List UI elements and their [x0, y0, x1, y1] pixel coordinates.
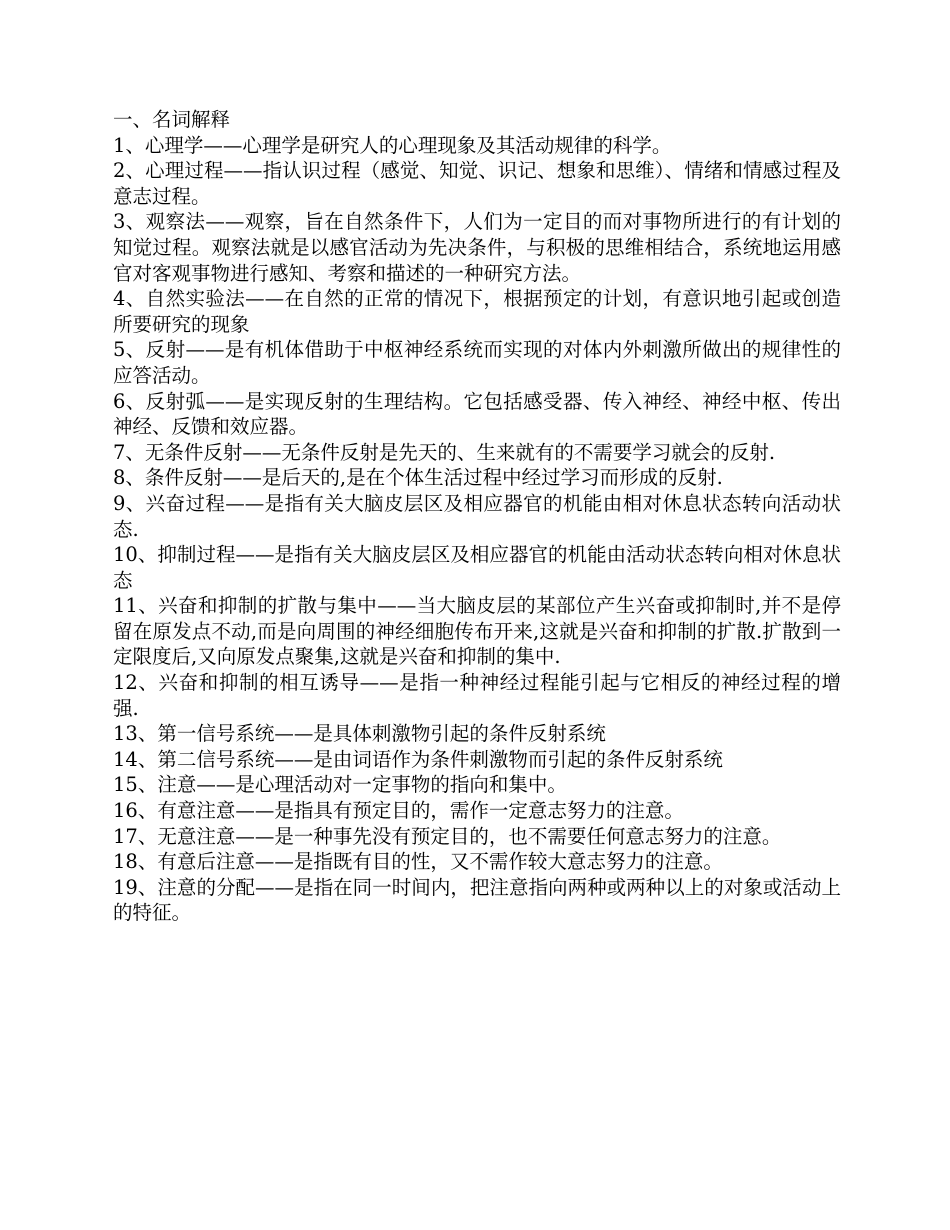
term-entry-1: 1、心理学——心理学是研究人的心理现象及其活动规律的科学。 [113, 133, 672, 157]
term-entry-15: 15、注意——是心理活动对一定事物的指向和集中。 [113, 773, 567, 797]
term-entry-13: 13、第一信号系统——是具体刺激物引起的条件反射系统 [113, 722, 606, 746]
term-entry-10: 10、抑制过程——是指有关大脑皮层区及相应器官的机能由活动状态转向相对休息状态 [113, 543, 841, 592]
term-entry-5: 5、反射——是有机体借助于中枢神经系统而实现的对体内外刺激所做出的规律性的应答活动。 [113, 338, 841, 387]
term-entry-6: 6、反射弧——是实现反射的生理结构。它包括感受器、传入神经、神经中枢、传出神经、反馈和效应器。 [113, 389, 841, 439]
term-entry-9: 9、兴奋过程——是指有关大脑皮层区及相应器官的机能由相对休息状态转向活动状态. [113, 491, 841, 541]
term-entry-7: 7、无条件反射——无条件反射是先天的、生来就有的不需要学习就会的反射. [113, 440, 776, 464]
term-entry-16: 16、有意注意——是指具有预定目的，需作一定意志努力的注意。 [113, 799, 684, 823]
term-entry-2: 2、心理过程——指认识过程（感觉、知觉、识记、想象和思维）、情绪和情感过程及意志过程。 [113, 159, 841, 208]
section-heading: 一、名词解释 [113, 108, 231, 131]
term-entry-18: 18、有意后注意——是指既有目的性，又不需作较大意志努力的注意。 [113, 850, 723, 874]
term-entry-17: 17、无意注意——是一种事先没有预定目的，也不需要任何意志努力的注意。 [113, 824, 782, 848]
term-entry-11: 11、兴奋和抑制的扩散与集中——当大脑皮层的某部位产生兴奋或抑制时,并不是停留在原发点不动,而是向周围的神经细胞传布开来,这就是兴奋和抑制的扩散.扩散到一定限度后,又向原发点聚集,这就是兴奋和抑制的集中. [113, 594, 841, 669]
term-entry-4: 4、自然实验法——在自然的正常的情况下，根据预定的计划，有意识地引起或创造所要研究的现象 [113, 287, 841, 336]
term-entry-12: 12、兴奋和抑制的相互诱导——是指一种神经过程能引起与它相反的神经过程的增强. [113, 671, 841, 720]
document-body [113, 107, 841, 926]
term-entry-3: 3、观察法——观察，旨在自然条件下，人们为一定目的而对事物所进行的有计划的知觉过程。观察法就是以感官活动为先决条件，与积极的思维相结合，系统地运用感官对客观事物进行感知、考察和描述的一种研究方法。 [113, 210, 841, 285]
term-entry-14: 14、第二信号系统——是由词语作为条件刺激物而引起的条件反射系统 [113, 747, 723, 771]
term-entry-19: 19、注意的分配——是指在同一时间内，把注意指向两种或两种以上的对象或活动上的特征。 [113, 875, 841, 925]
term-entry-8: 8、条件反射——是后天的,是在个体生活过程中经过学习而形成的反射. [113, 466, 723, 490]
